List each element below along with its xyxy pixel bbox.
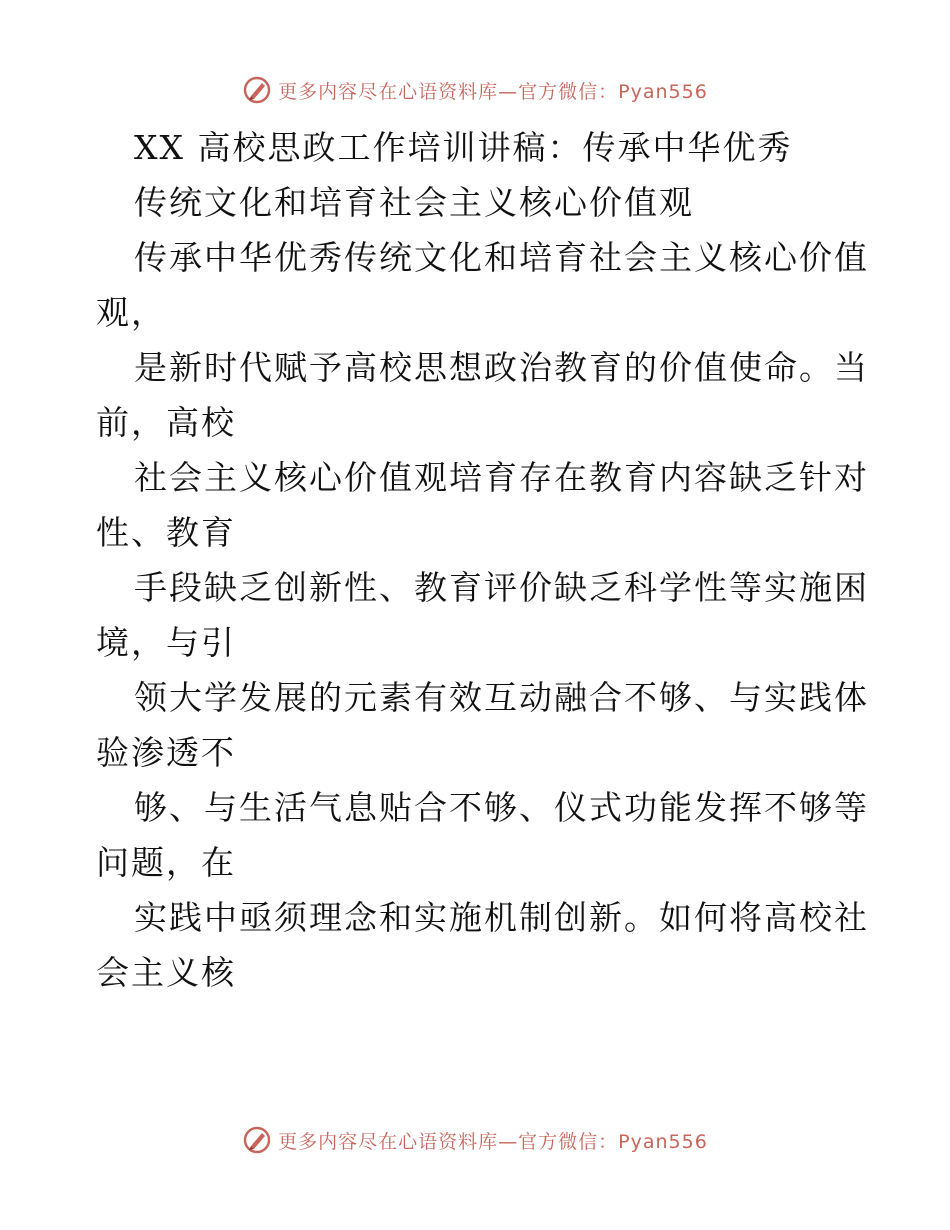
pen-logo-icon [242,1125,272,1155]
pen-logo-icon [242,75,272,105]
title-line-2: 传统文化和培育社会主义核心价值观 [134,183,694,222]
watermark-footer [0,1120,950,1160]
body-line: 性、教育 [96,513,236,552]
body-line: 够、与生活气息贴合不够、仪式功能发挥不够等 [134,788,869,827]
body-line: 实践中亟须理念和实施机制创新。如何将高校社 [134,898,869,937]
body-line: 验渗透不 [96,733,236,772]
body-line: 观， [96,293,166,332]
body-line: 社会主义核心价值观培育存在教育内容缺乏针对 [134,458,869,497]
watermark-text: 更多内容尽在心语资料库—官方微信：Pyan556 [278,1130,708,1153]
body-line: 手段缺乏创新性、教育评价缺乏科学性等实施困 [134,568,869,607]
document-body [96,120,869,1000]
body-line: 前，高校 [96,403,236,442]
watermark-header [0,70,950,110]
body-line: 问题，在 [96,843,236,882]
body-line: 境，与引 [96,623,236,662]
watermark-text: 更多内容尽在心语资料库—官方微信：Pyan556 [278,80,708,103]
body-line: 领大学发展的元素有效互动融合不够、与实践体 [134,678,869,717]
body-line: 是新时代赋予高校思想政治教育的价值使命。当 [134,348,869,387]
title-line-1: XX 高校思政工作培训讲稿：传承中华优秀 [134,128,793,167]
body-line: 会主义核 [96,953,236,992]
body-line: 传承中华优秀传统文化和培育社会主义核心价值 [134,238,869,277]
